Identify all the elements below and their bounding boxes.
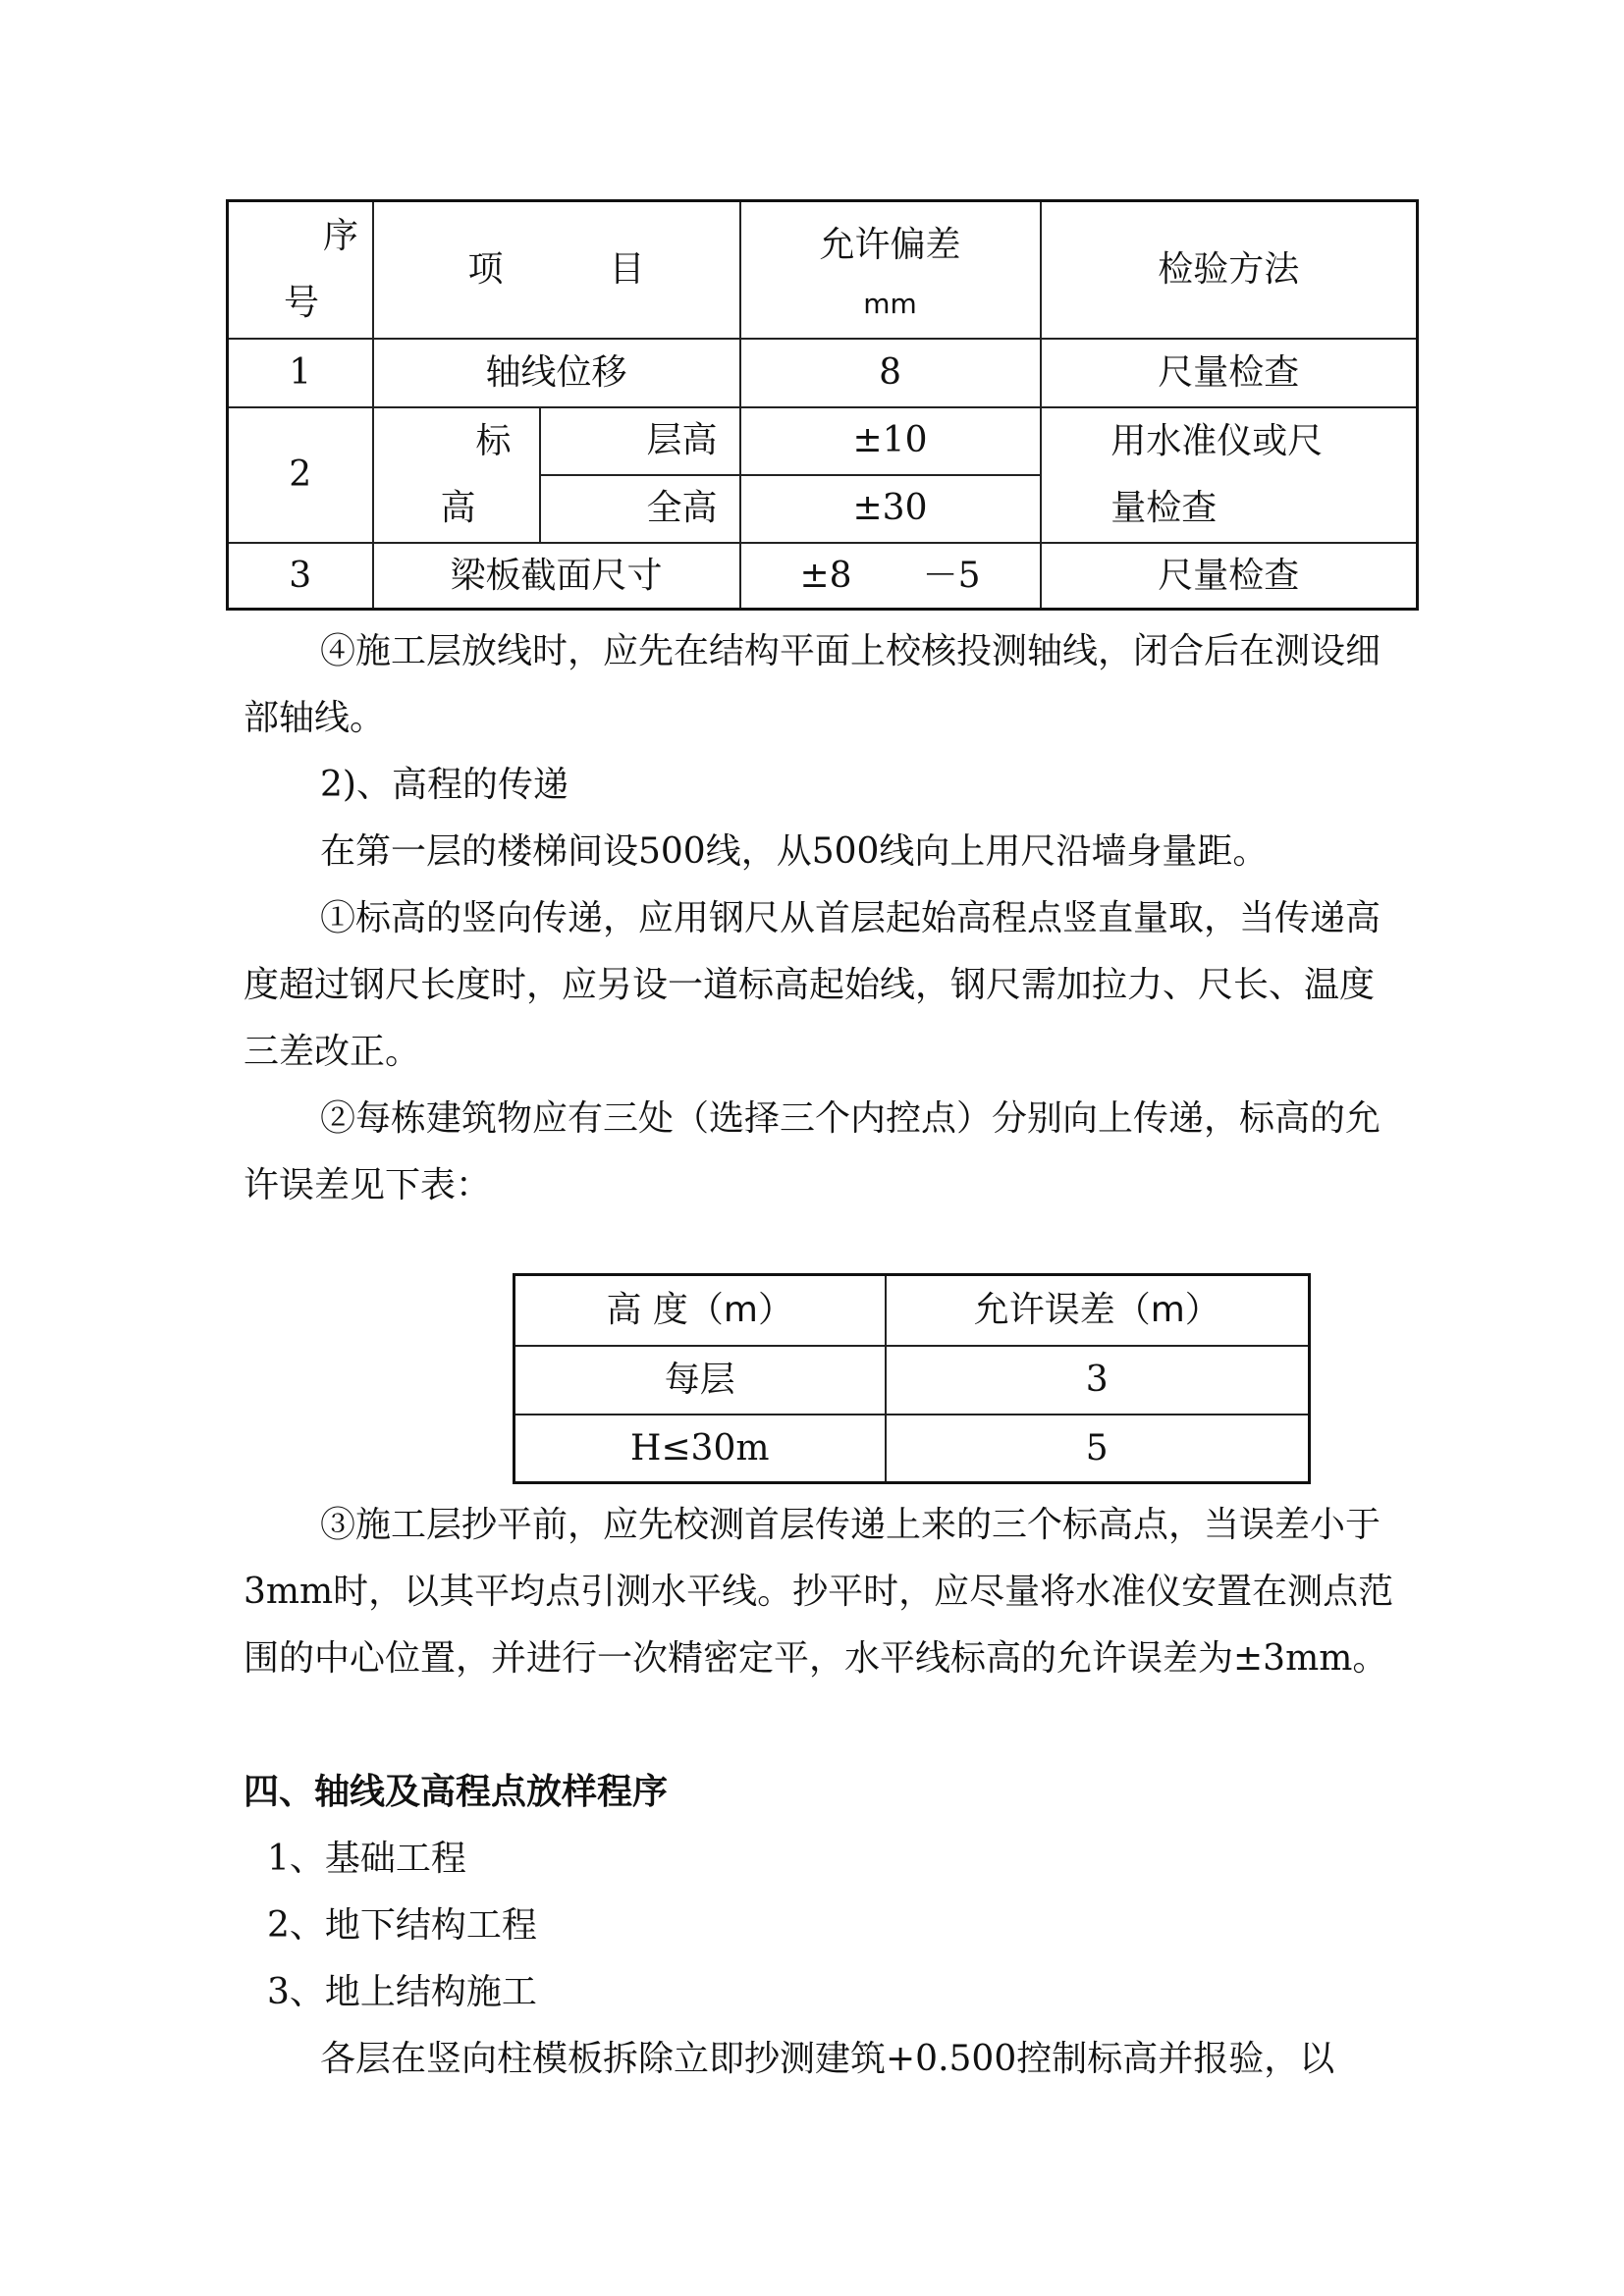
- row1-method: 尺量检查: [1041, 339, 1418, 407]
- table-row: [514, 1415, 1310, 1483]
- row3-seq: 3: [228, 543, 373, 610]
- row2-sub2: 全高: [540, 475, 740, 543]
- row-height: H≤30m: [514, 1415, 886, 1483]
- table-row: [228, 339, 1418, 407]
- paragraph-leveling: ③施工层抄平前，应先校测首层传递上来的三个标高点，当误差小于3mm时，以其平均点引测水平线。抄平时，应尽量将水准仪安置在测点范围的中心位置，并进行一次精密定平，水平线标高的允许误差为±3mm。: [244, 1505, 1394, 1679]
- row2-seq: 2: [228, 407, 373, 543]
- seq-header-bottom: 号: [284, 282, 320, 323]
- section-heading-elevation: 2)、高程的传递: [320, 765, 568, 805]
- list-item: 3、地上结构施工: [267, 1972, 537, 2012]
- list-item: 1、基础工程: [267, 1839, 466, 1879]
- row3-item: 梁板截面尺寸: [373, 543, 740, 610]
- row2-group-top: 标: [475, 420, 512, 461]
- row1-seq: 1: [228, 339, 373, 407]
- tolerance-table: [226, 199, 1419, 611]
- method-header: 检验方法: [1041, 201, 1418, 339]
- elevation-tolerance-table: [513, 1273, 1311, 1484]
- row2-tol2: ±30: [740, 475, 1041, 543]
- row2-method-text: 用水准仪或尺量检查: [1110, 420, 1324, 528]
- table-header-row: [228, 201, 1418, 339]
- row1-item: 轴线位移: [373, 339, 740, 407]
- row3-method: 尺量检查: [1041, 543, 1418, 610]
- table-row: [514, 1346, 1310, 1415]
- table-row: [228, 543, 1418, 610]
- row-tol: 5: [886, 1415, 1310, 1483]
- paragraph-vertical-transfer: ①标高的竖向传递，应用钢尺从首层起始高程点竖直量取，当传递高度超过钢尺长度时，应另设一道标高起始线，钢尺需加拉力、尺长、温度三差改正。: [244, 898, 1381, 1072]
- list-item: 2、地下结构工程: [267, 1905, 537, 1946]
- row-height: 每层: [514, 1346, 886, 1415]
- row1-tol: 8: [740, 339, 1041, 407]
- paragraph-three-points: ②每栋建筑物应有三处（选择三个内控点）分别向上传递，标高的允许误差见下表：: [244, 1098, 1381, 1205]
- height-header: 高 度（m）: [514, 1275, 886, 1346]
- row2-group-bottom: 高: [440, 487, 476, 528]
- row2-group: [373, 407, 540, 543]
- paragraph-500-line: 在第一层的楼梯间设500线，从500线向上用尺沿墙身量距。: [320, 831, 1269, 872]
- row2-method: [1041, 407, 1418, 543]
- tolerance-header: [740, 201, 1041, 339]
- item-header: 项 目: [373, 201, 740, 339]
- table-row: [228, 407, 1418, 475]
- row2-tol1: ±10: [740, 407, 1041, 475]
- paragraph-axis-check: ④施工层放线时，应先在结构平面上校核投测轴线，闭合后在测设细部轴线。: [244, 631, 1381, 738]
- row-tol: 3: [886, 1346, 1310, 1415]
- section-heading-4: 四、轴线及高程点放样程序: [244, 1772, 669, 1812]
- row3-tol: ±8 －5: [740, 543, 1041, 610]
- seq-header-top: 序: [323, 215, 359, 256]
- tolerance-header-unit: mm: [863, 287, 917, 320]
- tolerance-header-label: 允许偏差: [819, 224, 961, 265]
- row2-sub1: 层高: [540, 407, 740, 475]
- table-header-row: [514, 1275, 1310, 1346]
- paragraph-floor-elevation: 各层在竖向柱模板拆除立即抄测建筑+0.500控制标高并报验，以: [320, 2039, 1335, 2079]
- seq-header: [228, 201, 373, 339]
- tolerance-header: 允许误差（m）: [886, 1275, 1310, 1346]
